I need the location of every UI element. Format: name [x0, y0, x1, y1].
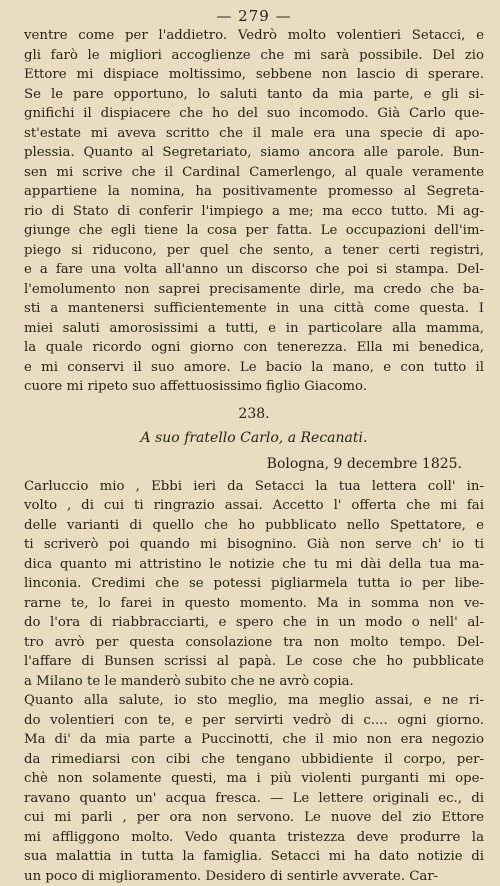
text-line: e mi conservi il suo amore. Le bacio la mano, e con tutto il — [24, 358, 484, 378]
text-line: sen mi scrive che il Cardinal Camerlengo, al quale veramente — [24, 163, 484, 183]
text-line: plessia. Quanto al Segretariato, siamo ancora alle parole. Bun- — [24, 143, 484, 163]
text-line: delle varianti di quello che ho pubblicato nello Spettatore, e — [24, 516, 484, 536]
letter-number: 238. — [24, 403, 484, 425]
text-line: ventre come per l'addietro. Vedrò molto volentieri Setacci, e — [24, 26, 484, 46]
text-line: linconia. Credimi che se potessi pigliarmela tutta io per libe- — [24, 574, 484, 594]
text-line: a Milano te le manderò subito che ne avrò copia. — [24, 672, 484, 692]
text-line: gnifichi il dispiacere che ho del suo incomodo. Già Carlo que- — [24, 104, 484, 124]
text-line: chè non solamente questi, ma i più violenti purganti mi ope- — [24, 769, 484, 789]
text-line: miei saluti amorosissimi a tutti, e in particolare alla mamma, — [24, 319, 484, 339]
text-line: gli farò le migliori accoglienze che mi sarà possibile. Del zio — [24, 46, 484, 66]
text-line: cui mi parli , per ora non servono. Le nuove del zio Ettore — [24, 808, 484, 828]
text-line: l'emolumento non saprei precisamente dirle, ma credo che ba- — [24, 280, 484, 300]
text-line: ti scriverò poi quando mi bisognino. Già non serve ch' io ti — [24, 535, 484, 555]
letter-238-paragraph-1 — [24, 477, 484, 692]
text-line: volto , di cui ti ringrazio assai. Accetto l' offerta che mi fai — [24, 496, 484, 516]
text-line: rarne te, lo farei in questo momento. Ma in somma non ve- — [24, 594, 484, 614]
letter-238-paragraph-2 — [24, 691, 484, 886]
text-line: Ettore mi dispiace moltissimo, sebbene non lascio di sperare. — [24, 65, 484, 85]
letter-237-ending — [24, 26, 484, 397]
text-line: piego si riducono, per quel che sento, a tener certi registri, — [24, 241, 484, 261]
text-line: giunge che egli tiene la cosa per fatta. Le occupazioni dell'im- — [24, 221, 484, 241]
letter-addressee: A suo fratello Carlo, a Recanati. — [24, 427, 484, 449]
text-line: tro avrò per questa consolazione tra non molto tempo. Del- — [24, 633, 484, 653]
text-line: ravano quanto un' acqua fresca. — Le lettere originali ec., di — [24, 789, 484, 809]
text-line: Carluccio mio , Ebbi ieri da Setacci la tua lettera coll' in- — [24, 477, 484, 497]
letter-dateline: Bologna, 9 decembre 1825. — [24, 453, 462, 475]
text-line: mi affliggono molto. Vedo quanta tristezza deve produrre la — [24, 828, 484, 848]
text-line: da rimediarsi con cibi che tengano ubbidiente il corpo, per- — [24, 750, 484, 770]
text-line: do l'ora di riabbracciarti, e spero che in un modo o nell' al- — [24, 613, 484, 633]
text-line: dica quanto mi attristino le notizie che tu mi dài della tua ma- — [24, 555, 484, 575]
text-line: do volentieri con te, e per servirti vedrò di c.... ogni giorno. — [24, 711, 484, 731]
text-line: st'estate mi aveva scritto che il male era una specie di apo- — [24, 124, 484, 144]
text-line: sua malattia in tutta la famiglia. Setacci mi ha dato notizie di — [24, 847, 484, 867]
text-line: Se le pare opportuno, lo saluti tanto da mia parte, e gli si- — [24, 85, 484, 105]
text-line: l'affare di Bunsen scrissi al papà. Le cose che ho pubblicate — [24, 652, 484, 672]
text-line: rio di Stato di conferir l'impiego a me; ma ecco tutto. Mi ag- — [24, 202, 484, 222]
text-line: Ma di' da mia parte a Puccinotti, che il mio non era negozio — [24, 730, 484, 750]
text-line: appartiene la nomina, ha positivamente promesso al Segreta- — [24, 182, 484, 202]
text-line: Quanto alla salute, io sto meglio, ma meglio assai, e ne ri- — [24, 691, 484, 711]
text-line: la quale ricordo ogni giorno con tenerezza. Ella mi benedica, — [24, 338, 484, 358]
text-line: cuore mi ripeto suo affettuosissimo figlio Giacomo. — [24, 377, 484, 397]
page-number: — 279 — — [24, 6, 484, 26]
text-line: un poco di miglioramento. Desidero di sentirle avverate. Car- — [24, 867, 484, 886]
text-line: sti a mantenersi sufficientemente in una città come questa. I — [24, 299, 484, 319]
text-line: e a fare una volta all'anno un discorso che poi si stampa. Del- — [24, 260, 484, 280]
